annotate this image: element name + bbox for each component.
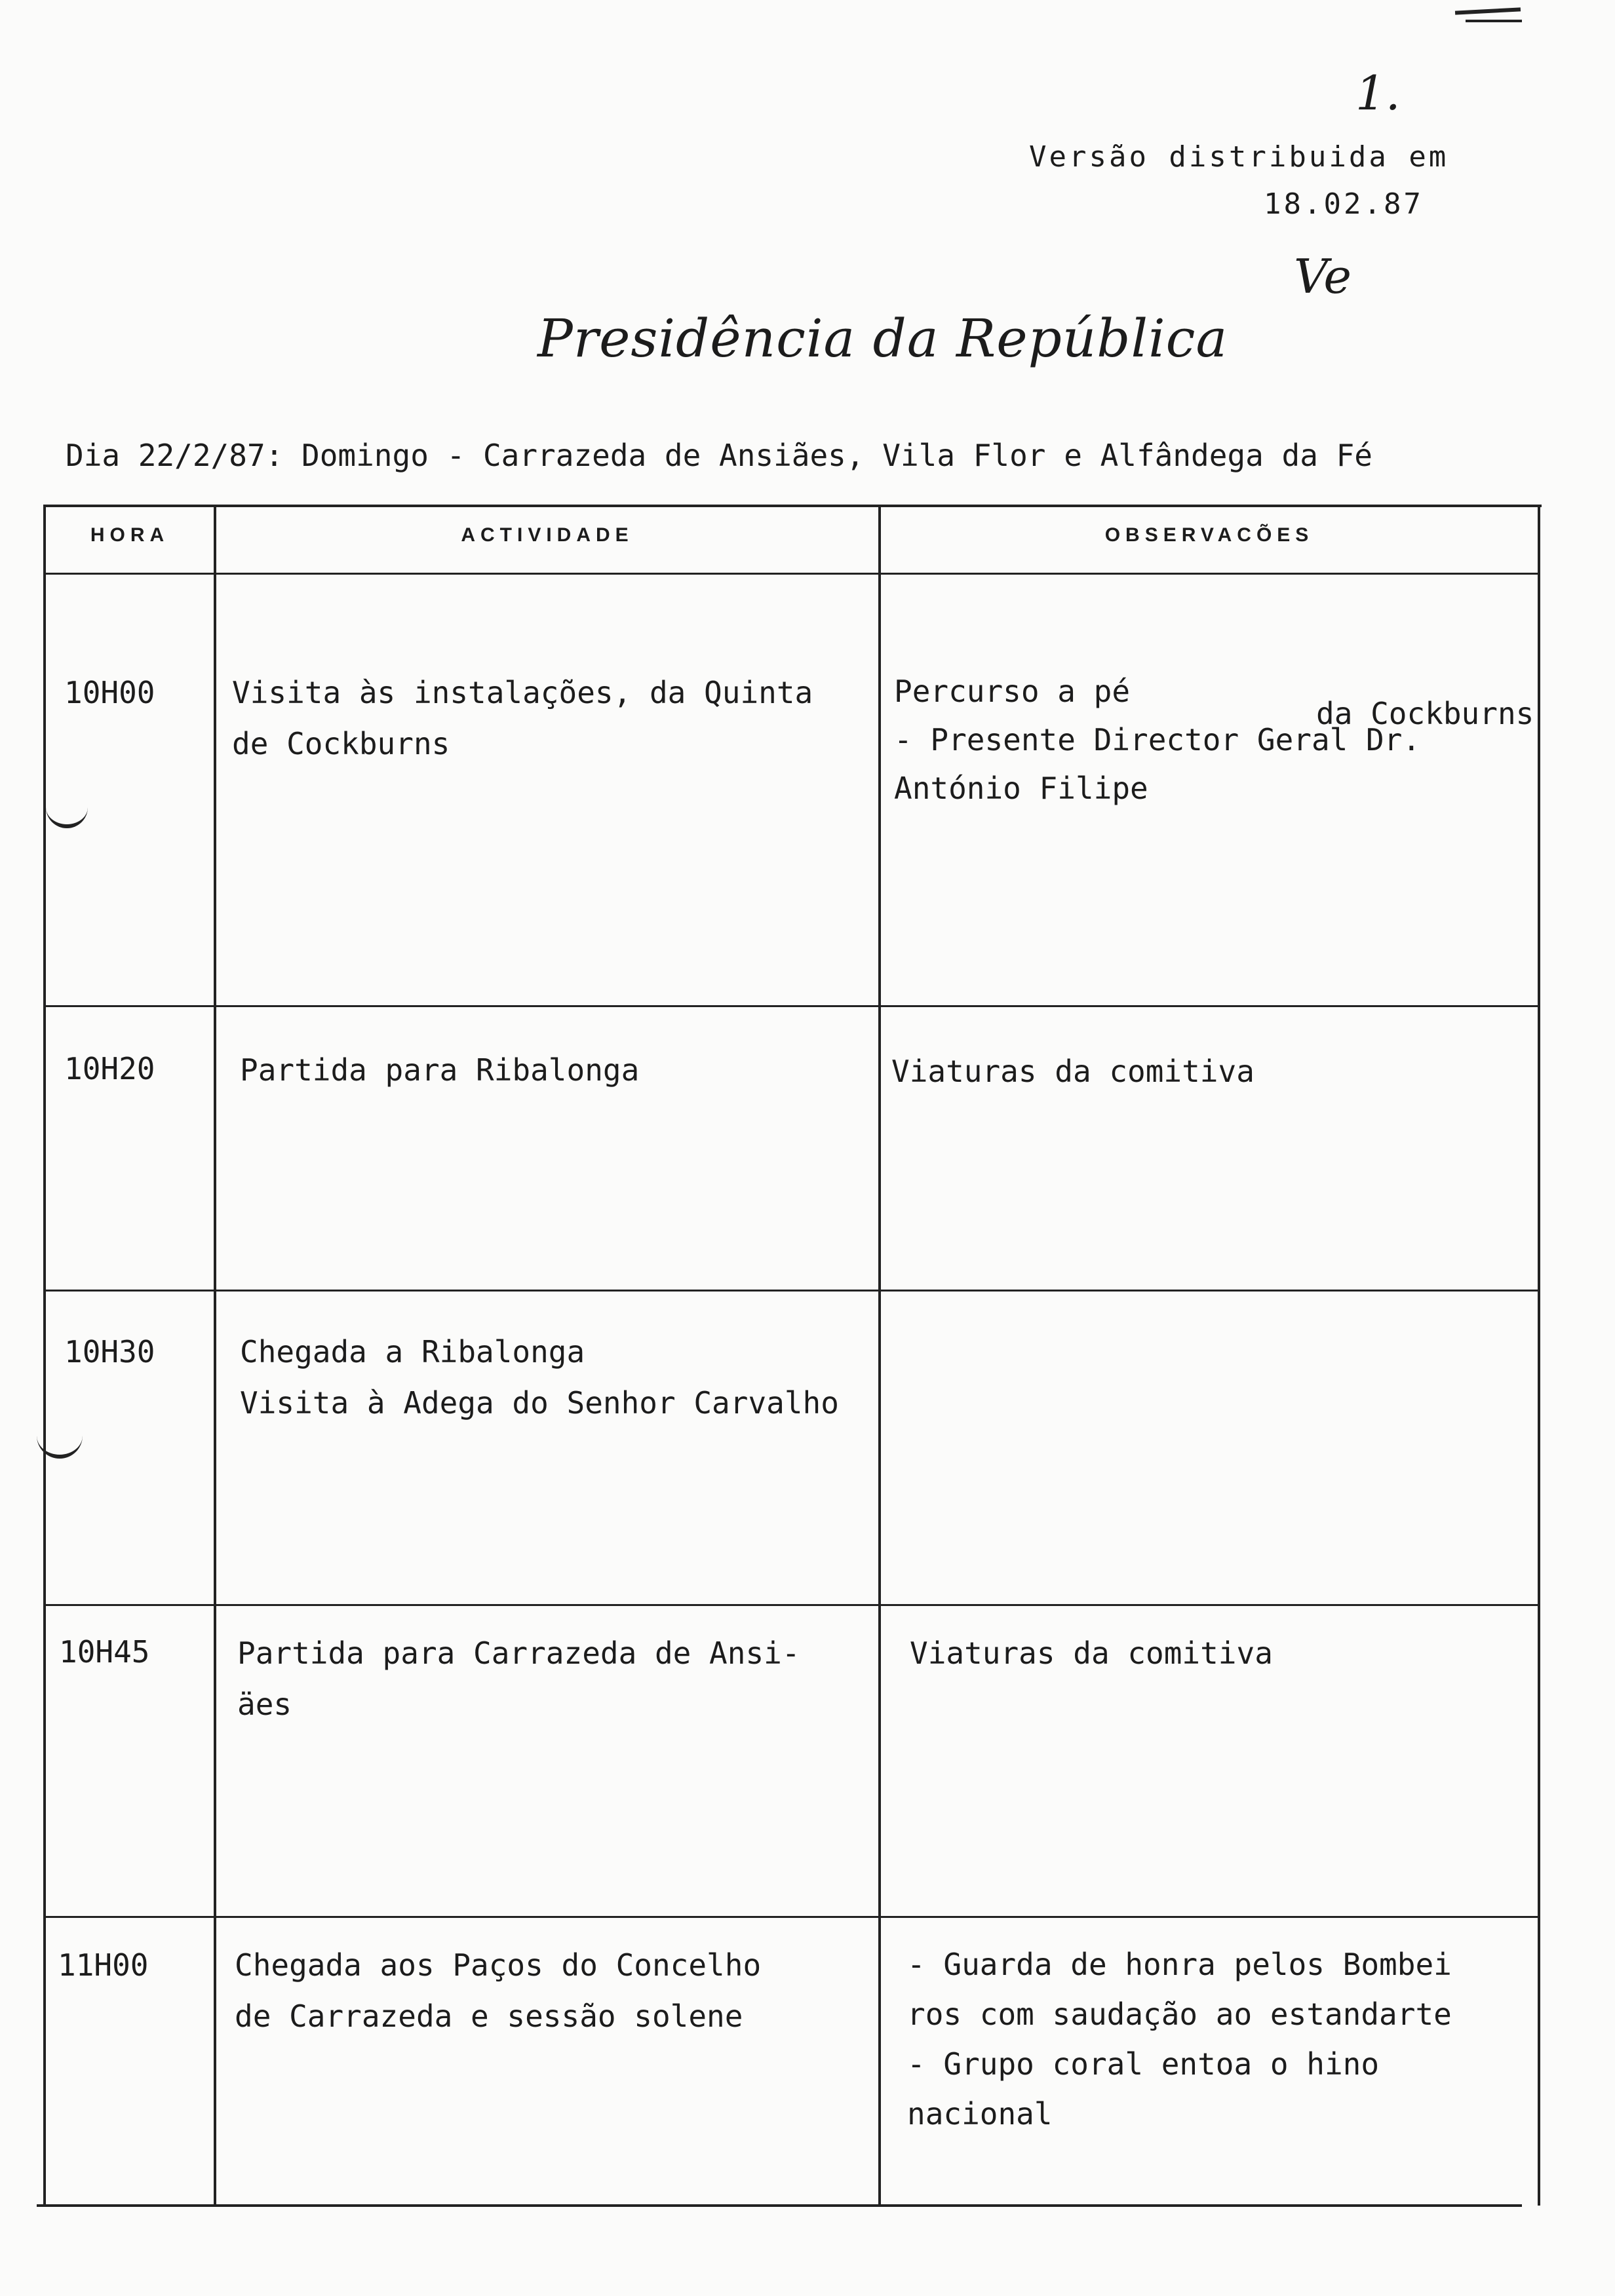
row-5-time: 11H00: [58, 1947, 149, 1983]
row-1-observations: Percurso a pé - Presente Director Geral Dr. António Filipe: [894, 674, 1421, 806]
row-4-time: 10H45: [59, 1634, 150, 1670]
table-bottom-border: [37, 2204, 1522, 2207]
margin-mark: [46, 805, 88, 828]
header-divider: [43, 573, 1540, 575]
corner-scribble: [1466, 20, 1522, 22]
row-3-time: 10H30: [64, 1334, 155, 1369]
row-4-observations: Viaturas da comitiva: [910, 1636, 1273, 1671]
page-number: 1.: [1355, 66, 1401, 121]
row-divider-3: [43, 1604, 1540, 1606]
row-4-activity: Partida para Carrazeda de Ansi- äes: [237, 1636, 800, 1722]
row-5-activity: Chegada aos Paços do Concelho de Carrazeda e sessão solene: [235, 1947, 762, 2034]
header-observacoes: OBSERVACÕES: [1104, 524, 1314, 546]
row-1-observations-insert: da Cockburns: [1316, 696, 1534, 731]
row-2-activity: Partida para Ribalonga: [240, 1052, 640, 1088]
column-divider-2: [878, 505, 881, 2206]
header-hora: HORA: [90, 524, 170, 546]
table-left-border: [43, 505, 46, 2206]
column-divider-1: [214, 505, 216, 2206]
row-2-time: 10H20: [64, 1051, 155, 1086]
row-1-time: 10H00: [64, 675, 155, 710]
corner-scribble: [1455, 7, 1521, 14]
letterhead: Presidência da República: [537, 308, 1228, 369]
row-divider-4: [43, 1916, 1540, 1918]
row-2-observations: Viaturas da comitiva: [891, 1054, 1255, 1089]
table-right-border: [1538, 505, 1540, 2206]
row-3-activity: Chegada a Ribalonga Visita à Adega do Senhor Carvalho: [240, 1334, 839, 1421]
row-5-observations: - Guarda de honra pelos Bombei ros com saudação ao estandarte - Grupo coral entoa o hino nacional: [907, 1947, 1452, 2132]
row-1-activity: Visita às instalações, da Quinta de Cockburns: [232, 675, 813, 761]
table-top-border: [43, 505, 1542, 507]
handwritten-initials: Ve: [1294, 249, 1352, 304]
version-date: 18.02.87: [1264, 187, 1424, 221]
row-divider-1: [43, 1005, 1540, 1007]
version-note: Versão distribuida em: [1029, 140, 1449, 174]
row-divider-2: [43, 1290, 1540, 1292]
header-actividade: ACTIVIDADE: [461, 524, 634, 546]
day-heading: Dia 22/2/87: Domingo - Carrazeda de Ansiães, Vila Flor e Alfândega da Fé: [66, 438, 1372, 473]
